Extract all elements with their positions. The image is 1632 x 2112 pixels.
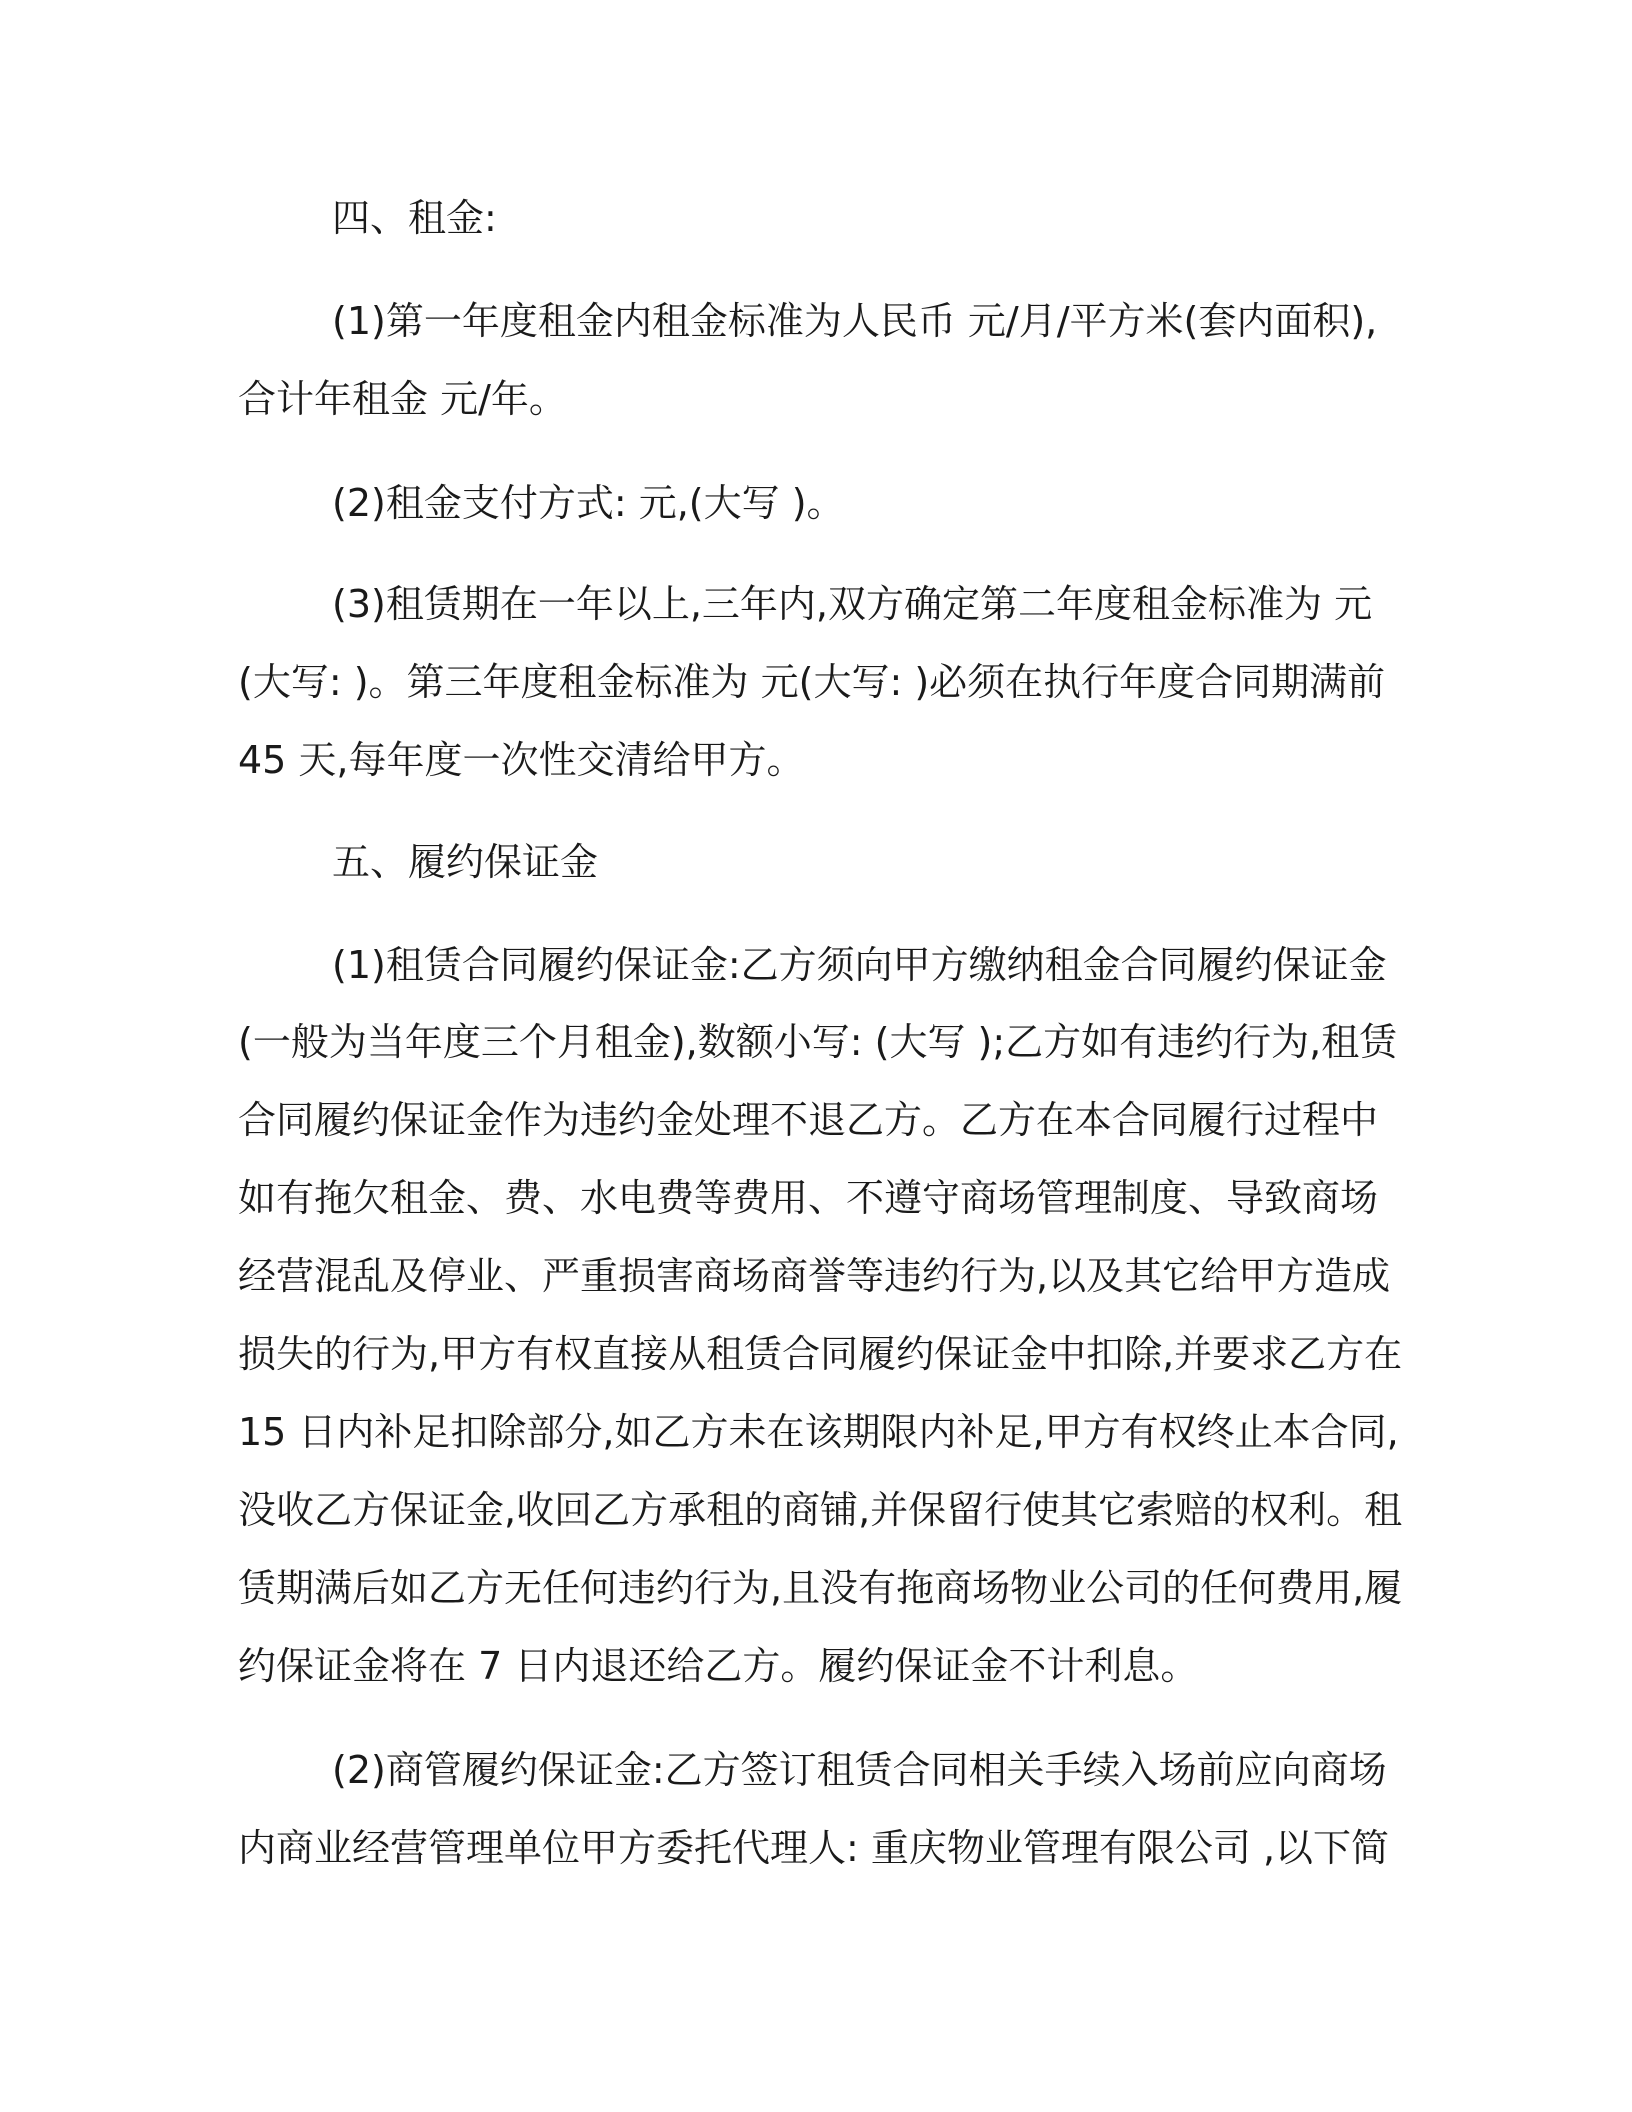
paragraph-line: 没收乙方保证金,收回乙方承租的商铺,并保留行使其它索赔的权利。租: [238, 1488, 1403, 1532]
paragraph-line: 内商业经营管理单位甲方委托代理人: 重庆物业管理有限公司 ,以下简: [238, 1826, 1390, 1870]
paragraph-line: 如有拖欠租金、费、水电费等费用、不遵守商场管理制度、导致商场: [238, 1176, 1379, 1220]
paragraph-line: (1)第一年度租金内租金标准为人民币 元/月/平方米(套内面积),: [332, 299, 1378, 343]
paragraph-line: 约保证金将在 7 日内退还给乙方。履约保证金不计利息。: [238, 1644, 1199, 1688]
paragraph-line: 45 天,每年度一次性交清给甲方。: [238, 738, 805, 782]
section-heading-rent: 四、租金:: [332, 196, 497, 240]
paragraph-line: (一般为当年度三个月租金),数额小写: (大写 );乙方如有违约行为,租赁: [238, 1020, 1398, 1064]
paragraph-line: 损失的行为,甲方有权直接从租赁合同履约保证金中扣除,并要求乙方在: [238, 1332, 1403, 1376]
paragraph-line: (2)商管履约保证金:乙方签订租赁合同相关手续入场前应向商场: [332, 1748, 1387, 1792]
paragraph-line: (3)租赁期在一年以上,三年内,双方确定第二年度租金标准为 元: [332, 582, 1373, 626]
paragraph-line: 合同履约保证金作为违约金处理不退乙方。乙方在本合同履行过程中: [238, 1098, 1379, 1142]
paragraph-line: 经营混乱及停业、严重损害商场商誉等违约行为,以及其它给甲方造成: [238, 1254, 1391, 1298]
paragraph-line: (1)租赁合同履约保证金:乙方须向甲方缴纳租金合同履约保证金: [332, 943, 1387, 987]
paragraph-line: 15 日内补足扣除部分,如乙方未在该期限内补足,甲方有权终止本合同,: [238, 1410, 1399, 1454]
paragraph-line: 赁期满后如乙方无任何违约行为,且没有拖商场物业公司的任何费用,履: [238, 1566, 1403, 1610]
paragraph-line: (2)租金支付方式: 元,(大写 )。: [332, 481, 845, 525]
paragraph-line: 合计年租金 元/年。: [238, 377, 567, 421]
section-heading-deposit: 五、履约保证金: [332, 840, 599, 884]
paragraph-line: (大写: )。第三年度租金标准为 元(大写: )必须在执行年度合同期满前: [238, 660, 1386, 704]
